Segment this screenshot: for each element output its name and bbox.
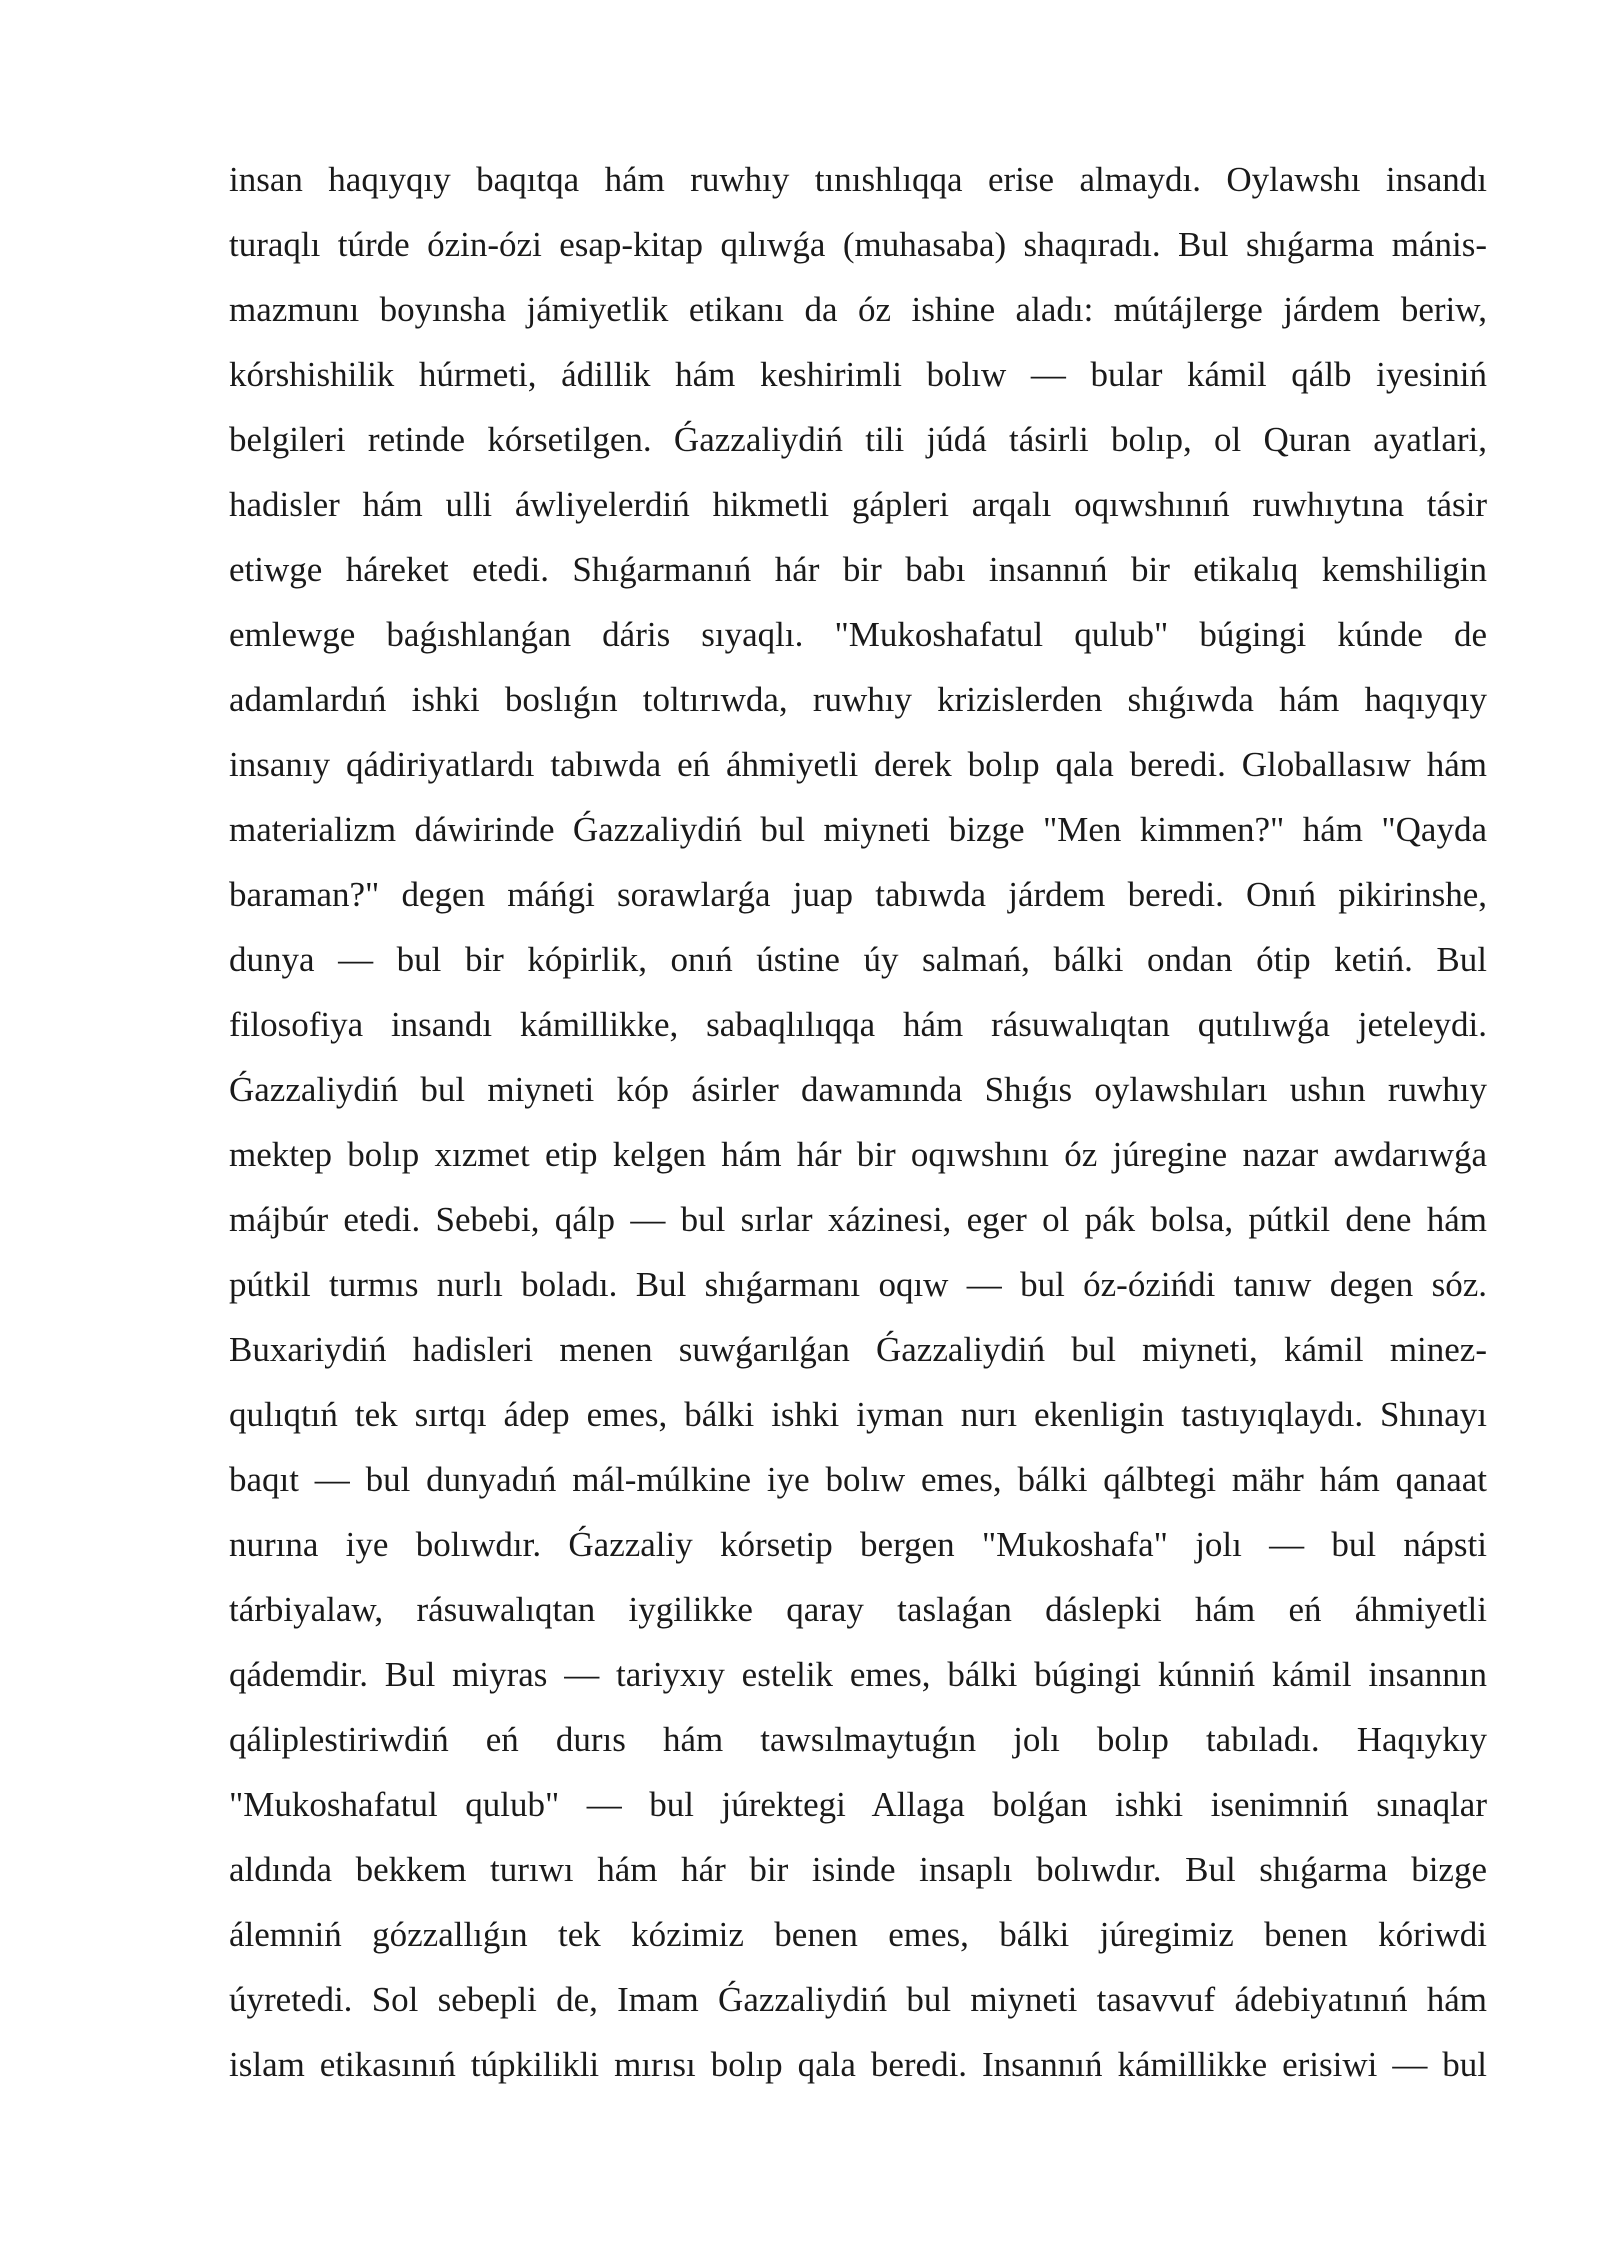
text-line: emlewge baǵıshlanǵan dáris sıyaqlı. "Mukoshafatul qulub" búgingi kúnde de <box>229 615 1487 654</box>
text-line: etiwge háreket etedi. Shıǵarmanıń hár bir babı insannıń bir etikalıq kemshiligin <box>229 550 1487 589</box>
text-line: "Mukoshafatul qulub" — bul júrektegi Allaga bolǵan ishki isenimniń sınaqlar <box>229 1785 1487 1824</box>
text-line: Ǵazzaliydiń bul miyneti kóp ásirler dawamında Shıǵıs oylawshıları ushın ruwhıy <box>229 1070 1487 1109</box>
text-line: insan haqıyqıy baqıtqa hám ruwhıy tınıshlıqqa erise almaydı. Oylawshı insandı <box>229 160 1487 199</box>
text-line: insanıy qádiriyatlardı tabıwda eń áhmiyetli derek bolıp qala beredi. Globallasıw hám <box>229 745 1487 784</box>
text-line: pútkil turmıs nurlı boladı. Bul shıǵarmanı oqıw — bul óz-ózińdi tanıw degen sóz. <box>229 1265 1487 1304</box>
text-line: filosofiya insandı kámillikke, sabaqlılıqqa hám rásuwalıqtan qutılıwǵa jeteleydi. <box>229 1005 1487 1044</box>
text-line: úyretedi. Sol sebepli de, Imam Ǵazzaliydiń bul miyneti tasavvuf ádebiyatınıń hám <box>229 1980 1487 2019</box>
text-line: belgileri retinde kórsetilgen. Ǵazzaliydiń tili júdá tásirli bolıp, ol Quran ayatlari, <box>229 420 1487 459</box>
text-line: nurına iye bolıwdır. Ǵazzaliy kórsetip bergen "Mukoshafa" jolı — bul nápsti <box>229 1525 1487 1564</box>
text-line: materializm dáwirinde Ǵazzaliydiń bul miyneti bizge "Men kimmen?" hám "Qayda <box>229 810 1487 849</box>
text-line: kórshishilik húrmeti, ádillik hám keshirimli bolıw — bular kámil qálb iyesiniń <box>229 355 1487 394</box>
text-line: mazmunı boyınsha jámiyetlik etikanı da óz ishine aladı: mútájlerge járdem beriw, <box>229 290 1487 329</box>
text-line: baqıt — bul dunyadıń mál-múlkine iye bolıw emes, bálki qálbtegi mähr hám qanaat <box>229 1460 1487 1499</box>
text-line: aldında bekkem turıwı hám hár bir isinde insaplı bolıwdır. Bul shıǵarma bizge <box>229 1850 1487 1889</box>
text-line: qáliplestiriwdiń eń durıs hám tawsılmaytuǵın jolı bolıp tabıladı. Haqıykıy <box>229 1720 1487 1759</box>
text-line: hadisler hám ulli áwliyelerdiń hikmetli gápleri arqalı oqıwshınıń ruwhıytına tásir <box>229 485 1487 524</box>
text-line: álemniń gózzallıǵın tek kózimiz benen emes, bálki júregimiz benen kóriwdi <box>229 1915 1487 1954</box>
text-line: májbúr etedi. Sebebi, qálp — bul sırlar xázinesi, eger ol pák bolsa, pútkil dene hám <box>229 1200 1487 1239</box>
text-line: Buxariydiń hadisleri menen suwǵarılǵan Ǵazzaliydiń bul miyneti, kámil minez- <box>229 1330 1487 1369</box>
text-line: qádemdir. Bul miyras — tariyxıy estelik emes, bálki búgingi kúnniń kámil insannın <box>229 1655 1487 1694</box>
text-line: turaqlı túrde ózin-ózi esap-kitap qılıwǵa (muhasaba) shaqıradı. Bul shıǵarma mánis- <box>229 225 1487 264</box>
text-line: tárbiyalaw, rásuwalıqtan iygilikke qaray taslaǵan dáslepki hám eń áhmiyetli <box>229 1590 1487 1629</box>
text-line: dunya — bul bir kópirlik, onıń ústine úy salmań, bálki ondan ótip ketiń. Bul <box>229 940 1487 979</box>
text-line: baraman?" degen máńgi sorawlarǵa juap tabıwda járdem beredi. Onıń pikirinshe, <box>229 875 1487 914</box>
text-line: qulıqtıń tek sırtqı ádep emes, bálki ishki iyman nurı ekenligin tastıyıqlaydı. Shınayı <box>229 1395 1487 1434</box>
body-text <box>229 147 1487 2097</box>
text-line: islam etikasınıń túpkilikli mırısı bolıp qala beredi. Insannıń kámillikke erisiwi — bul <box>229 2045 1487 2084</box>
text-line: mektep bolıp xızmet etip kelgen hám hár bir oqıwshını óz júregine nazar awdarıwǵa <box>229 1135 1487 1174</box>
text-line: adamlardıń ishki boslıǵın toltırıwda, ruwhıy krizislerden shıǵıwda hám haqıyqıy <box>229 680 1487 719</box>
